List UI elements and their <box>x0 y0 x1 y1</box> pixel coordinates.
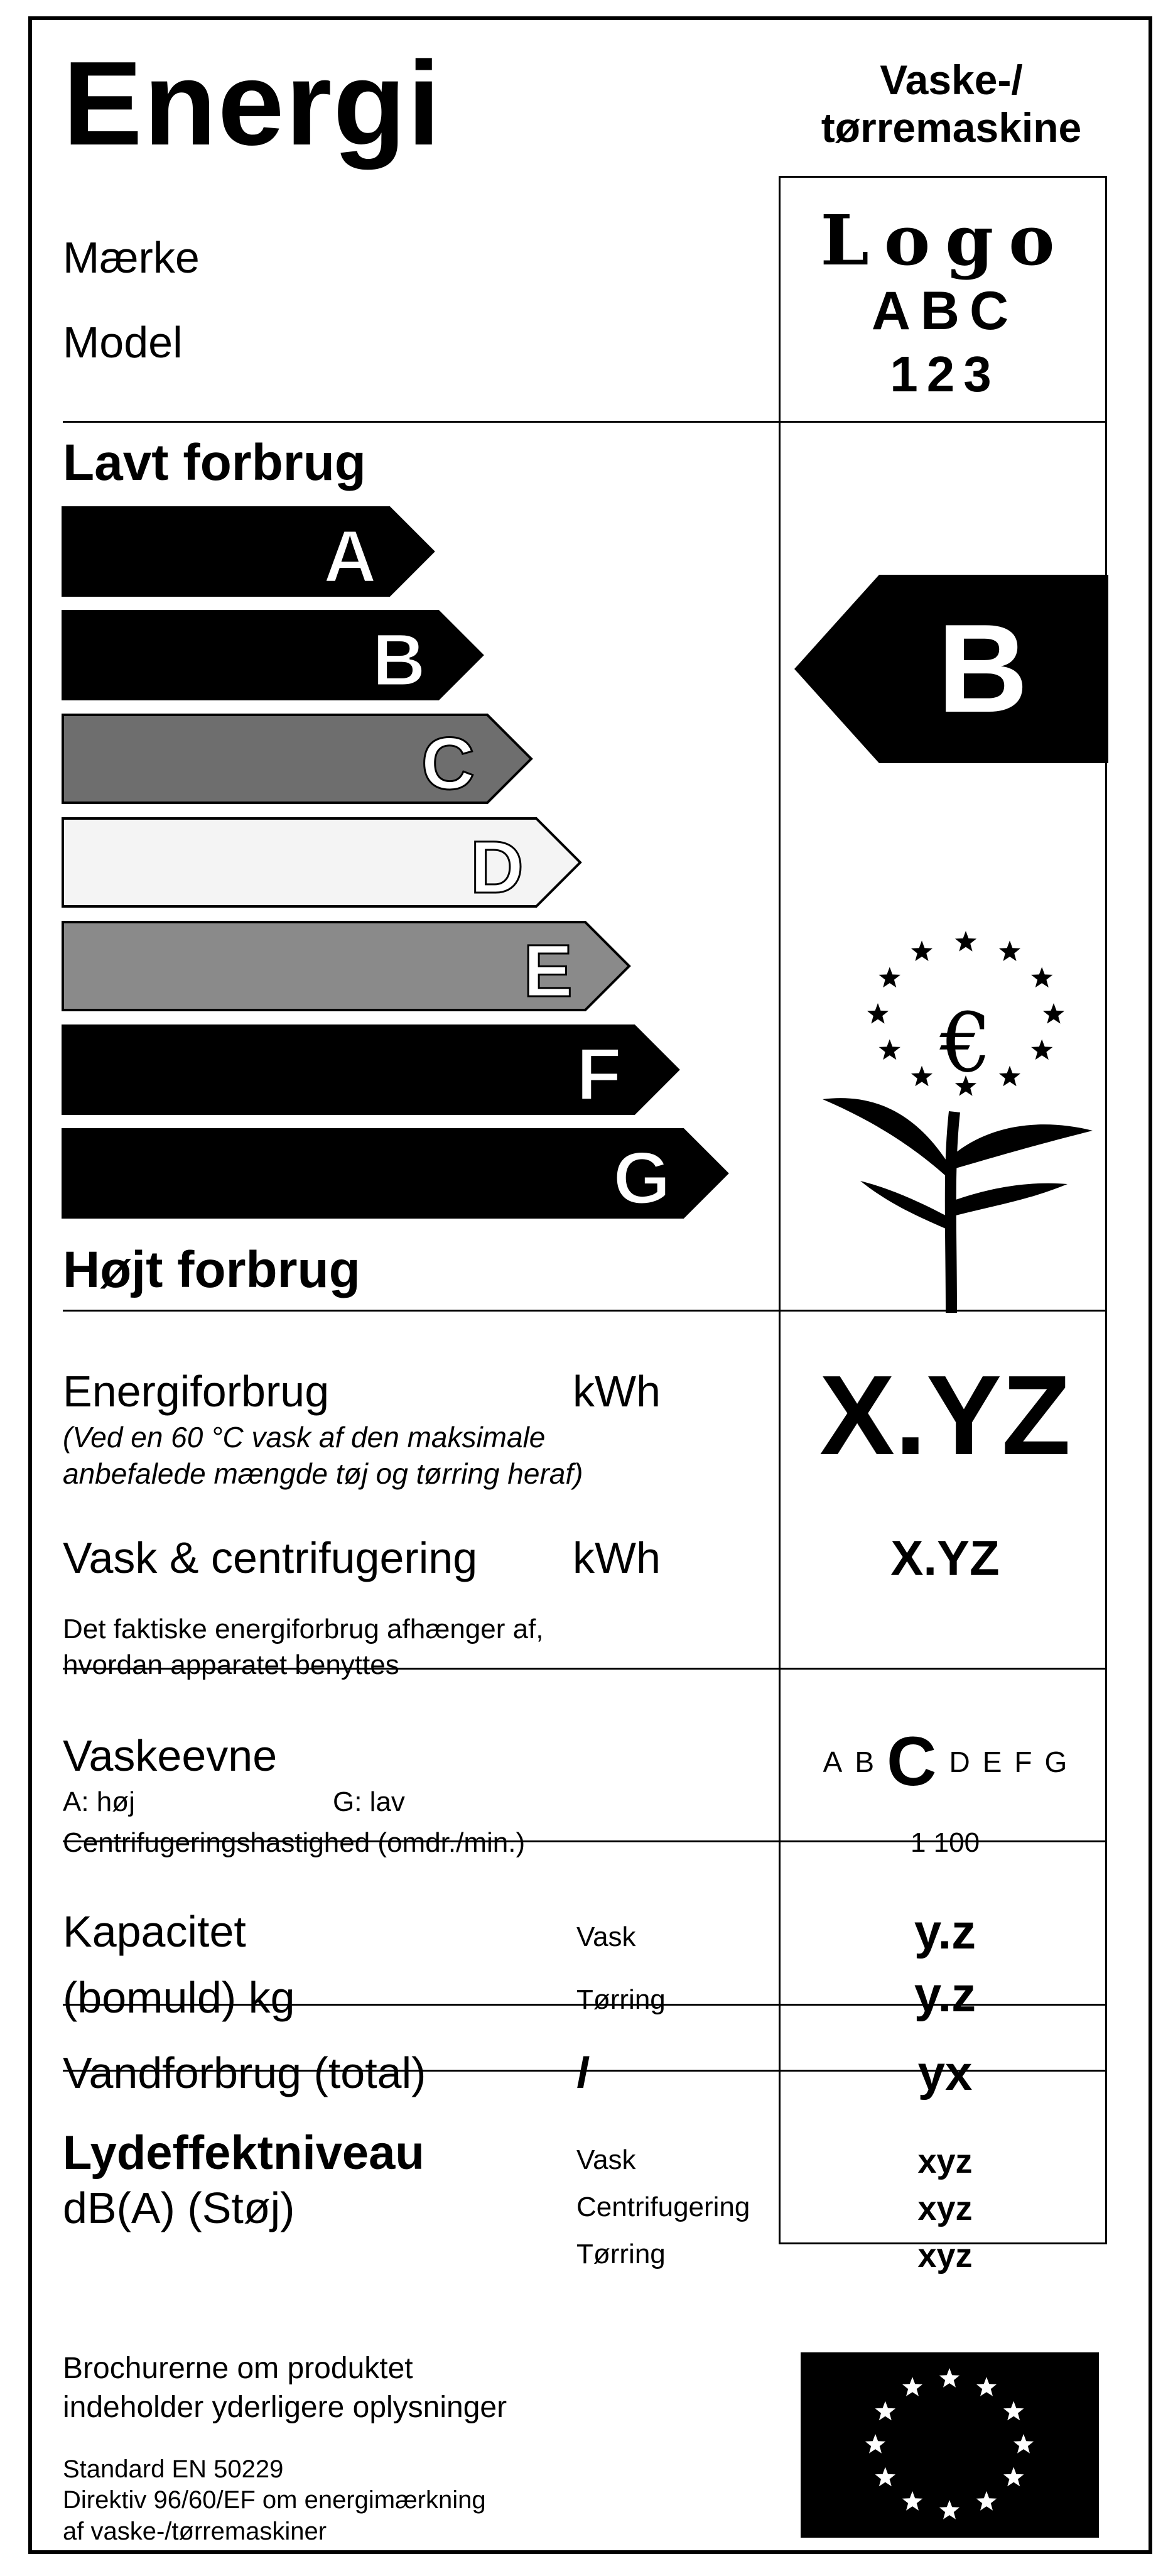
capacity-label: Kapacitet <box>63 1907 246 1956</box>
rating-arrow <box>794 575 1108 763</box>
water-unit: l <box>576 2048 589 2097</box>
energy-unit: kWh <box>573 1367 661 1416</box>
wash-low-label: G: lav <box>333 1786 405 1817</box>
star-icon <box>955 931 976 952</box>
wash-energy-unit: kWh <box>573 1533 661 1582</box>
energy-value: X.YZ <box>819 1352 1071 1479</box>
column-divider-right <box>1105 176 1107 2242</box>
star-icon <box>879 967 900 988</box>
wash-class-b: B <box>855 1746 875 1778</box>
star-icon <box>879 1040 900 1060</box>
scale-letter-c: C <box>421 722 475 805</box>
capacity-wash-value: y.z <box>914 1904 976 1959</box>
star-icon <box>911 940 932 961</box>
wash-class-e: E <box>982 1746 1002 1778</box>
star-icon <box>1031 1040 1052 1060</box>
eu-flower-icon <box>823 905 1099 1313</box>
noise-dry-value: xyz <box>917 2237 973 2274</box>
energy-disclaimer: Det faktiske energiforbrug afhænger af, hvordan apparatet benyttes <box>63 1614 544 1681</box>
noise-wash-label: Vask <box>576 2144 636 2175</box>
spin-label: Centrifugeringshastighed (omdr./min.) <box>63 1827 526 1858</box>
noise-unit-label: dB(A) (Støj) <box>63 2183 295 2232</box>
scale-bottom-label: Højt forbrug <box>63 1241 360 1298</box>
wash-performance-scale <box>785 1721 1105 1803</box>
wash-class-g: G <box>1044 1746 1068 1778</box>
efficiency-scale <box>0 0 772 1256</box>
wash-class-c: C <box>887 1723 937 1800</box>
model-code: ABC <box>871 281 1019 341</box>
scale-letter-g: G <box>613 1137 671 1220</box>
wash-class-f: F <box>1014 1746 1032 1778</box>
star-icon <box>911 1066 932 1087</box>
capacity-unit-label: (bomuld) kg <box>63 1973 295 2022</box>
noise-spin-label: Centrifugering <box>576 2192 750 2222</box>
model-label: Model <box>63 318 183 367</box>
scale-letter-e: E <box>523 930 573 1013</box>
directive-note: Direktiv 96/60/EF om energimærkning af vaske-/tørremaskiner <box>63 2486 486 2545</box>
noise-label: Lydeffektniveau <box>63 2126 424 2180</box>
wash-energy-value: X.YZ <box>890 1530 1000 1585</box>
spin-value: 1 100 <box>910 1827 980 1858</box>
scale-letter-b: B <box>372 619 426 702</box>
capacity-dry-label: Tørring <box>576 1984 666 2015</box>
svg-text:€: € <box>939 995 992 1090</box>
model-number: 123 <box>890 346 1000 402</box>
scale-top-label: Lavt forbrug <box>63 434 366 491</box>
appliance-type: Vaske-/ tørremaskine <box>821 57 1082 151</box>
wash-class-d: D <box>949 1746 970 1778</box>
brochure-note: Brochurerne om produktet indeholder yderligere oplysninger <box>63 2352 507 2425</box>
brand-logo: Logo <box>820 200 1070 281</box>
label-title: Energi <box>63 37 442 170</box>
brand-label: Mærke <box>63 233 200 282</box>
column-divider <box>779 176 781 2242</box>
noise-spin-value: xyz <box>917 2190 973 2227</box>
star-icon <box>867 1003 889 1024</box>
capacity-wash-label: Vask <box>576 1921 636 1952</box>
wash-high-label: A: høj <box>63 1786 135 1817</box>
noise-wash-value: xyz <box>917 2143 973 2180</box>
rating-letter: B <box>937 599 1029 739</box>
water-value: yx <box>917 2045 973 2100</box>
scale-letter-a: A <box>323 515 377 598</box>
scale-letter-f: F <box>576 1033 622 1116</box>
wash-class-a: A <box>823 1746 843 1778</box>
energy-label: Energiforbrug <box>63 1367 330 1416</box>
energy-note: (Ved en 60 °C vask af den maksimale anbefalede mængde tøj og tørring heraf) <box>63 1421 583 1490</box>
wash-performance-label: Vaskeevne <box>63 1731 278 1780</box>
divider <box>779 176 1107 178</box>
star-icon <box>999 940 1020 961</box>
wash-energy-label: Vask & centrifugering <box>63 1533 478 1582</box>
star-icon <box>999 1066 1020 1087</box>
water-label: Vandforbrug (total) <box>63 2048 426 2097</box>
star-icon <box>1031 967 1052 988</box>
noise-dry-label: Tørring <box>576 2239 666 2269</box>
star-icon <box>1043 1003 1064 1024</box>
capacity-dry-value: y.z <box>914 1967 976 2022</box>
scale-letter-d: D <box>470 826 524 909</box>
scale-arrow-a <box>63 508 433 595</box>
standard-note: Standard EN 50229 <box>63 2455 284 2483</box>
eu-flag-icon <box>801 2352 1099 2538</box>
